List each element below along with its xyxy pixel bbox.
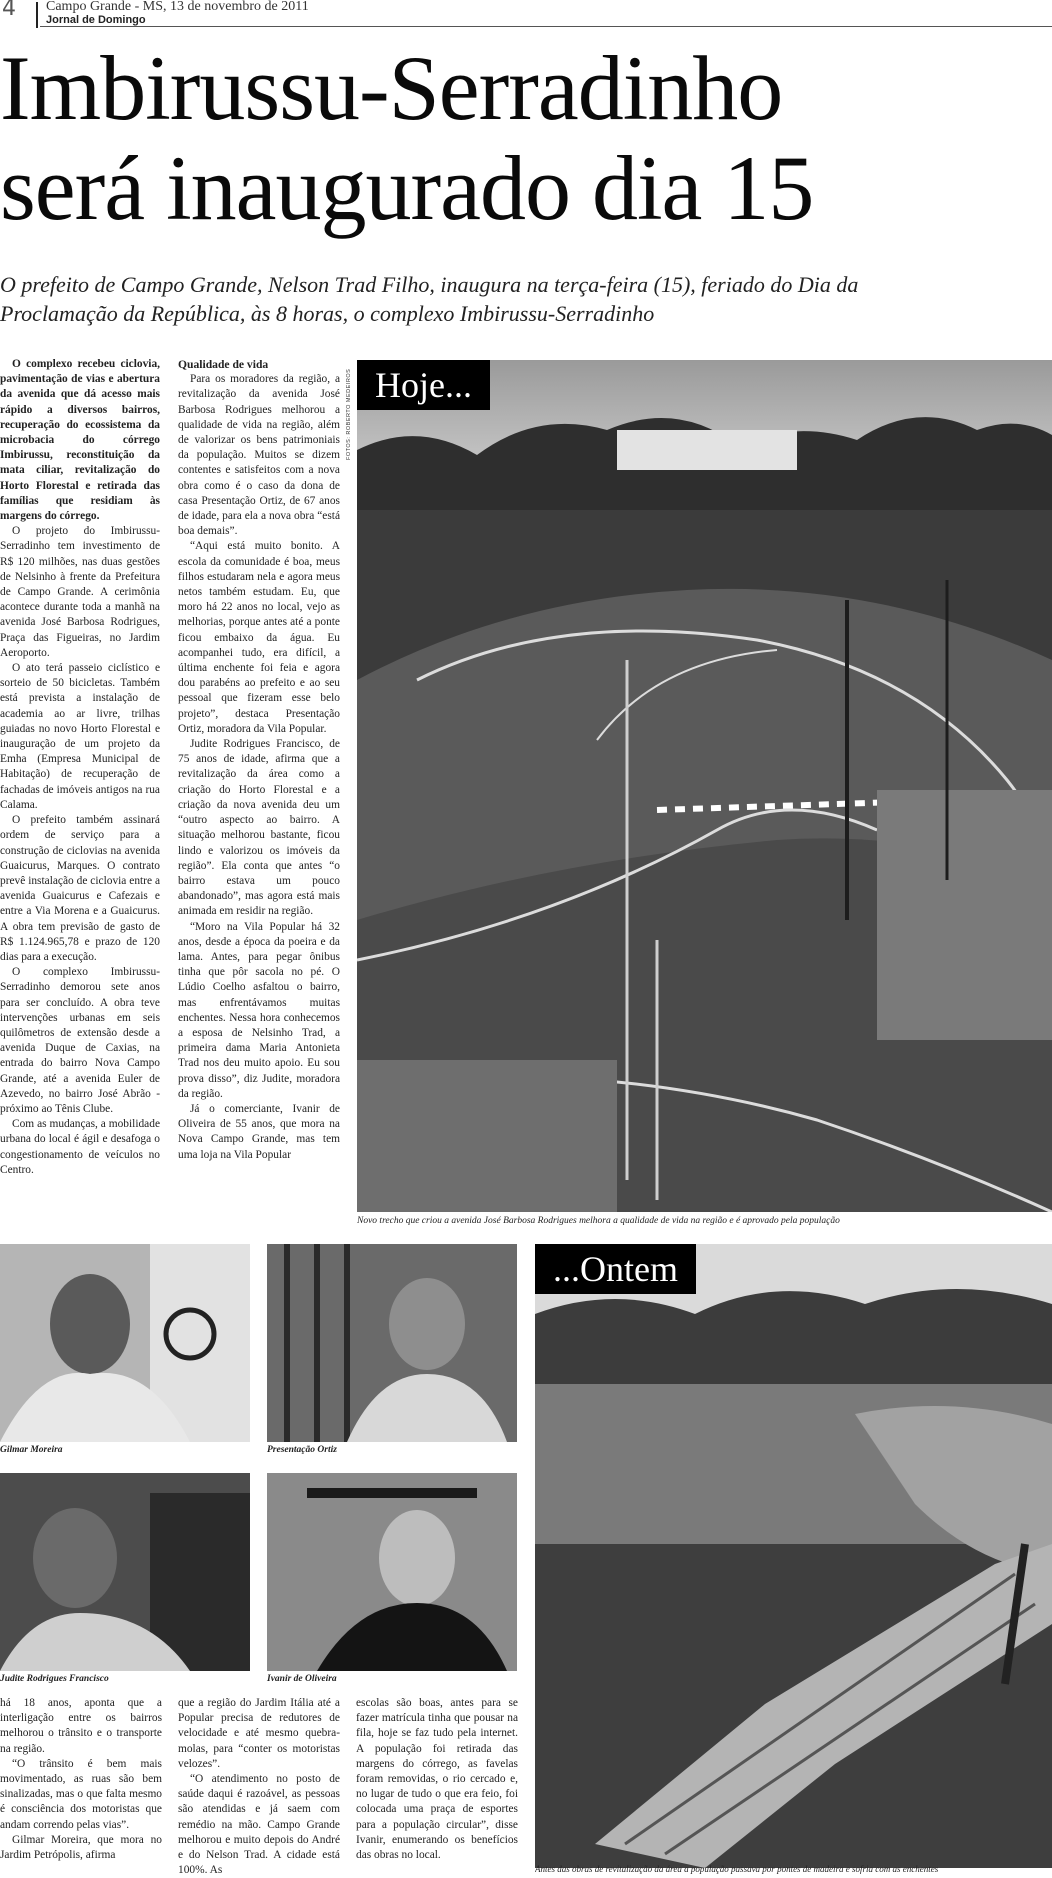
paragraph: “Moro na Vila Popular há 32 anos, desde a época da poeira e da lama. Antes, para pegar ônibus tinha que pôr sacola no pé. O Lúdio Coelho asfaltou o bairro, mas enfrentávamos muitas enchentes. Nessa hora conhecemos a esposa de Nelsinho Trad, a primeira dama Maria Antonieta Trad nos deu muito apoio. Eu sou prova disso”, diz Judite, moradora da região. [178, 920, 340, 1100]
today-label: Hoje... [357, 360, 490, 410]
paragraph: Já o comerciante, Ivanir de Oliveira de 55 anos, que mora na Nova Campo Grande, mas tem uma loja na Vila Popular [178, 1102, 340, 1161]
paragraph: “Aqui está muito bonito. A escola da comunidade é boa, meus filhos estudaram nela e agora meus netos também estudam. Eu, que moro há 22 anos no local, vejo as melhorias, porque antes até a ponte ficou embaixo da água. Eu acompanhei tudo, era difícil, a última enchente foi feia e agora dou parabéns ao prefeito e ao seu pessoal que fizeram esse belo projeto”, destaca Presentação Ortiz, moradora da Vila Popular. [178, 540, 340, 735]
today-caption: Novo trecho que criou a avenida José Barbosa Rodrigues melhora a qualidade de vida na região e é aprovado pela população [357, 1216, 840, 1226]
yesterday-label: ...Ontem [535, 1244, 696, 1294]
portrait-caption: Presentação Ortiz [267, 1445, 337, 1455]
portrait-photo [267, 1244, 517, 1442]
portrait-photo [0, 1473, 250, 1671]
portrait-image [267, 1473, 517, 1671]
paragraph: “O atendimento no posto de saúde daqui é razoável, as pessoas são atendidas e já saem com remédio na mão. Campo Grande melhorou e muito depois do André e do Nelson Trad. A cidade está 100%. As [178, 1773, 340, 1877]
paragraph: “O trânsito é bem mais movimentado, as ruas são bem sinalizadas, mas o que falta mesmo é consciência dos motoristas que andam correndo pelas vias”. [0, 1757, 162, 1831]
article-column-2 [178, 357, 340, 1229]
yesterday-photo [535, 1244, 1052, 1868]
subheading: Qualidade de vida [178, 358, 269, 371]
road-interchange-image [357, 360, 1052, 1212]
paragraph: O ato terá passeio ciclístico e sorteio de 50 bicicletas. Também está prevista a instalação de academia ao ar livre, trilhas guiadas no novo Horto Florestal e inauguração de um projeto da Emha (Empresa Municipal de Habitação) de recuperação de fachadas de imóveis antigos na rua Calama. [0, 662, 160, 811]
portrait-caption: Ivanir de Oliveira [267, 1674, 337, 1684]
bottom-column-2 [178, 1696, 340, 1878]
paragraph: que a região do Jardim Itália até a Popular precisa de redutores de velocidade e até mesmo quebra-molas, para “conter os motoristas velozes”. [178, 1697, 340, 1770]
portrait-image [267, 1244, 517, 1442]
portrait-image [0, 1244, 250, 1442]
paragraph: Gilmar Moreira, que mora no Jardim Petrópolis, afirma [0, 1833, 162, 1862]
deck: O prefeito de Campo Grande, Nelson Trad Filho, inaugura na terça-feira (15), feriado do Dia da Proclamação da República, às 8 horas, o complexo Imbirussu-Serradinho [0, 272, 859, 326]
paragraph: Para os moradores da região, a revitalização da avenida José Barbosa Rodrigues melhorou a qualidade de vida na região, além de valorizar os bens patrimoniais da população. Muitos se dizem contentes e satisfeitos com a nova obra como é o caso da dona de casa Presentação Ortiz, de 67 anos de idade, para ela a nova obra “está boa demais”. [178, 373, 340, 538]
bottom-column-1 [0, 1696, 162, 1878]
headline-line-2: será inaugurado dia 15 [0, 137, 814, 239]
header-rule [40, 26, 1052, 27]
paragraph: escolas são boas, antes para se fazer matrícula tinha que pousar na fila, hoje se faz tudo pela internet. A população foi retirada das margens do córrego, as favelas foram removidas, o rio cercado e, no lugar de tudo o que era feio, foi colocada uma praça de esportes para a população circular”, disse Ivanir, enumerando os benefícios das obras no local. [356, 1697, 518, 1862]
paragraph: Com as mudanças, a mobilidade urbana do local é ágil e desafoga o congestionamento de veículos no Centro. [0, 1118, 160, 1176]
lead-paragraph: O complexo recebeu ciclovia, pavimentação de vias e abertura da avenida que dá acesso mais rápido a diversos bairros, recuperação do ecossistema da microbacia do córrego Imbirussu, reconstituição da mata ciliar, revitalização do Horto Florestal e retirada das famílias que residiam às margens do córrego. [0, 358, 160, 523]
yesterday-caption: Antes das obras de revitalização da área a população passava por pontes de madeira e sofria com as enchentes [535, 1864, 939, 1874]
paragraph: O projeto do Imbirussu-Serradinho tem investimento de R$ 120 milhões, nas duas gestões de Nelsinho à frente da Prefeitura de Campo Grande. A cerimônia acontece durante toda a manhã na avenida José Barbosa Rodrigues, Praça das Figueiras, no Jardim Aeroporto. [0, 525, 160, 659]
paragraph: O prefeito também assinará ordem de serviço para a construção de ciclovias na avenida Guaicurus, Marques. O contrato prevê instalação de ciclovia entre a avenida Guaicurus e Cafezais e entre a Via Morena e a Guaicurus. A obra tem previsão de gasto de R$ 1.124.965,78 e prazo de 120 dias para a execução. [0, 814, 160, 963]
portrait-caption: Gilmar Moreira [0, 1445, 63, 1455]
article-column-1 [0, 357, 160, 1229]
portrait-photo [0, 1244, 250, 1442]
page-number: 4 [2, 0, 16, 21]
header-divider [36, 2, 38, 28]
portrait-caption: Judite Rodrigues Francisco [0, 1674, 109, 1684]
today-photo [357, 360, 1052, 1212]
dateline: Campo Grande - MS, 13 de novembro de 2011 [46, 0, 309, 14]
old-wooden-bridge-image [535, 1244, 1052, 1868]
paragraph: há 18 anos, aponta que a interligação entre os bairros melhorou o trânsito e o transporte na região. [0, 1697, 162, 1755]
portrait-image [0, 1473, 250, 1671]
newspaper-name: Jornal de Domingo [46, 14, 146, 26]
portrait-photo [267, 1473, 517, 1671]
bottom-column-3 [356, 1696, 518, 1878]
photo-credit: FOTOS: ROBERTO MEDEIROS [346, 368, 352, 460]
paragraph: O complexo Imbirussu-Serradinho demorou sete anos para ser concluído. A obra teve intervenções urbanas em seis quilômetros de extensão desde a avenida Duque de Caxias, na entrada do bairro Nova Campo Grande, até a avenida Euler de Azevedo, no bairro José Abrão - próximo ao Tênis Clube. [0, 966, 160, 1115]
headline-line-1: Imbirussu-Serradinho [0, 37, 783, 139]
headline [0, 38, 1052, 238]
paragraph: Judite Rodrigues Francisco, de 75 anos de idade, afirma que a revitalização da área como a criação do Horto Florestal e a criação da nova avenida deu um “outro aspecto ao bairro. A situação melhorou bastante, ficou lindo e valorizou os imóveis da região”. Ela conta que antes “o bairro estava um pouco abandonado”, mas agora está mais animada em residir na região. [178, 738, 340, 918]
